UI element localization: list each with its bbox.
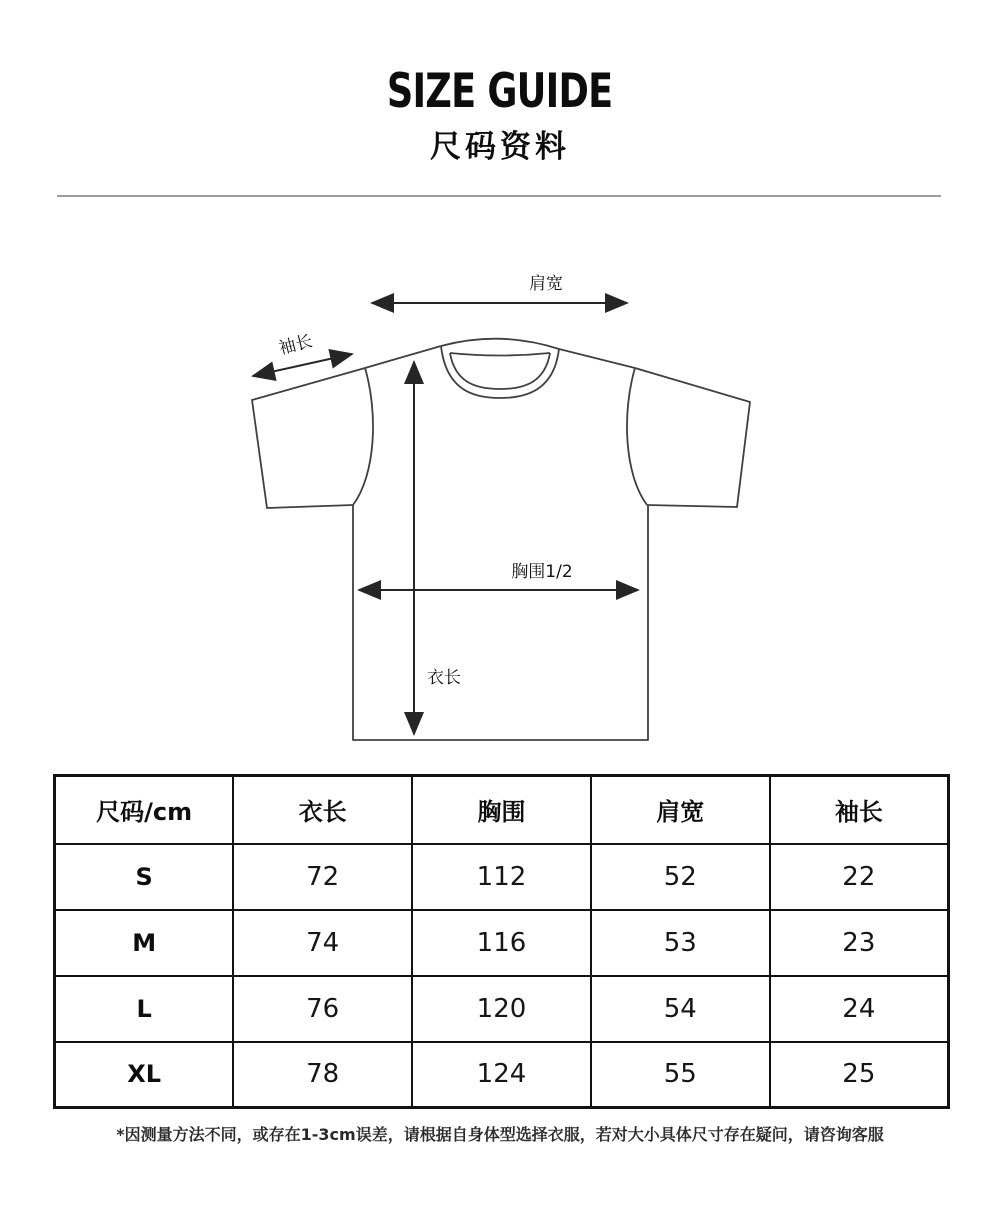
size-table [53, 774, 950, 1109]
table-cell: 124 [412, 1042, 591, 1108]
page-title-text: SIZE GUIDE [387, 64, 613, 119]
table-cell: 120 [412, 976, 591, 1042]
measurement-disclaimer: *因测量方法不同，或存在1-3cm误差，请根据自身体型选择衣服，若对大小具体尺寸存在疑问，请咨询客服 [116, 1125, 884, 1144]
table-cell: 116 [412, 910, 591, 976]
right-shoulder-line [559, 349, 635, 368]
table-row [55, 976, 949, 1042]
table-cell: 24 [770, 976, 949, 1042]
col-header-size: 尺码/cm [55, 776, 234, 844]
col-header-sleeve: 袖长 [770, 776, 949, 844]
table-cell: 22 [770, 844, 949, 910]
size-label: L [55, 976, 234, 1042]
left-shoulder-line [365, 346, 441, 368]
table-row [55, 844, 949, 910]
table-cell: 53 [591, 910, 770, 976]
left-sleeve [252, 368, 373, 508]
sleeve-length-label: 袖长 [276, 331, 315, 359]
col-header-chest: 胸围 [412, 776, 591, 844]
chest-half-label: 胸围1/2 [511, 562, 573, 582]
body-outline [353, 505, 648, 740]
table-cell: 55 [591, 1042, 770, 1108]
size-label: S [55, 844, 234, 910]
table-cell: 25 [770, 1042, 949, 1108]
table-cell: 112 [412, 844, 591, 910]
table-header-row [55, 776, 949, 844]
table-cell: 54 [591, 976, 770, 1042]
table-row [55, 910, 949, 976]
table-cell: 74 [233, 910, 412, 976]
col-header-length: 衣长 [233, 776, 412, 844]
page-subtitle: 尺码资料 [430, 129, 570, 165]
collar [441, 339, 559, 398]
tshirt-measurement-diagram [0, 250, 1000, 770]
size-label: XL [55, 1042, 234, 1108]
page-title [0, 64, 1000, 119]
right-sleeve [627, 368, 750, 507]
table-cell: 76 [233, 976, 412, 1042]
table-row [55, 1042, 949, 1108]
table-cell: 78 [233, 1042, 412, 1108]
table-cell: 52 [591, 844, 770, 910]
tshirt-outline [252, 339, 750, 740]
shoulder-width-label: 肩宽 [529, 274, 563, 294]
size-label: M [55, 910, 234, 976]
garment-length-label: 衣长 [427, 668, 461, 688]
table-cell: 23 [770, 910, 949, 976]
sleeve-length-arrow [253, 354, 352, 376]
table-cell: 72 [233, 844, 412, 910]
col-header-shoulder: 肩宽 [591, 776, 770, 844]
divider-line [57, 195, 941, 197]
